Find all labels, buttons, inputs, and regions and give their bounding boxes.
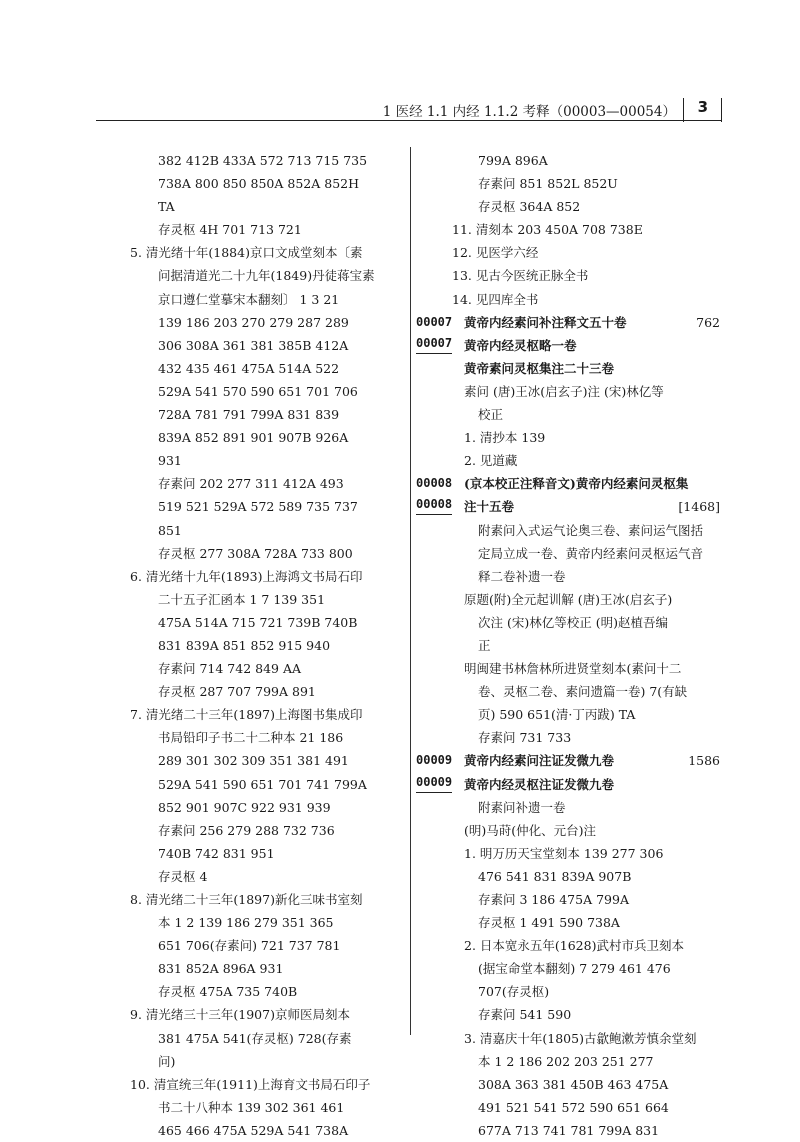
entry-line: 465 466 475A 529A 541 738A xyxy=(158,1122,349,1138)
entry-line: 2. 日本宽永五年(1628)武村市兵卫刻本 xyxy=(464,938,684,954)
entry-line: 8. 清光绪二十三年(1897)新化三味书室刻 xyxy=(130,892,363,907)
entry-line: 存素问 256 279 288 732 736 xyxy=(158,822,335,838)
entry-line: 9. 清光绪三十三年(1907)京师医局刻本 xyxy=(130,1007,350,1023)
entry-line: 问据清道光二十九年(1849)丹徒蒋宝素 xyxy=(158,268,375,284)
entry-line: 存灵枢 1 491 590 738A xyxy=(478,915,620,931)
entry-line: (据宝命堂本翻刻) 7 279 461 476 xyxy=(478,961,671,977)
entry-code: 00009 xyxy=(416,753,453,768)
entry-line: 306 308A 361 381 385B 412A xyxy=(158,337,349,353)
entry-line: 519 521 529A 572 589 735 737 xyxy=(158,499,358,515)
entry-line: 289 301 302 309 351 381 491 xyxy=(158,753,349,769)
entry-line: 475A 514A 715 721 739B 740B xyxy=(158,614,358,630)
entry-line: 存素问 731 733 xyxy=(478,730,572,746)
entry-line: 3. 清嘉庆十年(1805)古歙鲍漱芳慎余堂刻 xyxy=(464,1030,697,1046)
entry-line: 1. 清抄本 139 xyxy=(464,430,546,446)
entry-line: 定局立成一卷、黄帝内经素问灵枢运气音 xyxy=(478,545,704,561)
left-column xyxy=(130,149,400,1142)
entry-line: 728A 781 791 799A 831 839 xyxy=(158,407,340,423)
entry-code: 00007 xyxy=(416,314,453,329)
entry-line: 存灵枢 4 xyxy=(158,868,208,884)
entry-line: 存灵枢 364A 852 xyxy=(478,199,581,215)
entry-line: 附素问补遗一卷 xyxy=(478,799,566,815)
entry-line: 491 521 541 572 590 651 664 xyxy=(478,1099,669,1115)
entry-line: 529A 541 590 651 701 741 799A xyxy=(158,776,367,792)
entry-line: 校正 xyxy=(478,407,504,423)
entry-line: 851 xyxy=(158,522,182,538)
entry-line: 476 541 831 839A 907B xyxy=(478,868,632,884)
entry-line: 5. 清光绪十年(1884)京口文成堂刻本〔素 xyxy=(130,245,363,261)
entry-line: 852 901 907C 922 931 939 xyxy=(158,799,331,815)
entry-ref-number: 1586 xyxy=(688,753,720,769)
entry-line: 卷、灵枢二卷、素问遗篇一卷) 7(有缺 xyxy=(478,684,688,700)
entry-line: 2. 见道藏 xyxy=(464,453,518,469)
entry-line: 本 1 2 186 202 203 251 277 xyxy=(478,1053,654,1069)
entry-line: 存灵枢 4H 701 713 721 xyxy=(158,222,302,238)
entry-line: 正 xyxy=(478,637,491,653)
entry-code: 00009 xyxy=(416,773,452,793)
entry-code: 00008 xyxy=(416,495,452,515)
entry-line: 839A 852 891 901 907B 926A xyxy=(158,430,349,446)
entry-line: 831 852A 896A 931 xyxy=(158,961,284,977)
entry-line: 书局铅印子书二十二种本 21 186 xyxy=(158,730,344,746)
entry-line: 529A 541 570 590 651 701 706 xyxy=(158,383,358,399)
right-column xyxy=(416,149,722,1142)
entry-line: 931 xyxy=(158,453,182,469)
entry-line: 二十五子汇函本 1 7 139 351 xyxy=(158,591,326,607)
entry-title: 00009 黄帝内经灵枢注证发微九卷 xyxy=(416,774,615,792)
entry-title: 黄帝素问灵枢集注二十三卷 xyxy=(464,360,615,376)
header-separator xyxy=(683,98,684,122)
entry-line: (明)马莳(仲化、元台)注 xyxy=(464,822,597,838)
entry-line: 存灵枢 475A 735 740B xyxy=(158,984,298,1000)
entry-line: 原题(附)全元起训解 (唐)王冰(启玄子) xyxy=(464,591,673,607)
entry-line: 740B 742 831 951 xyxy=(158,845,275,861)
entry-line: 存素问 202 277 311 412A 493 xyxy=(158,476,344,492)
entry-line: 附素问入式运气论奥三卷、素问运气图括 xyxy=(478,522,704,538)
entry-line: 存素问 851 852L 852U xyxy=(478,176,618,192)
column-divider xyxy=(410,147,411,1035)
entry-title: 00009 黄帝内经素问注证发微九卷 1586 xyxy=(416,749,722,772)
entry-line: 651 706(存素问) 721 737 781 xyxy=(158,938,341,954)
header-edge-rule xyxy=(721,98,723,122)
entry-code: 00007 xyxy=(416,334,452,354)
entry-line: 382 412B 433A 572 713 715 735 xyxy=(158,153,368,168)
entry-line: 14. 见四库全书 xyxy=(452,291,539,307)
entry-title: 00007 黄帝内经灵枢略一卷 xyxy=(416,335,577,353)
entry-line: 存素问 3 186 475A 799A xyxy=(478,892,629,907)
entry-code: 00008 xyxy=(416,476,453,491)
entry-line: 308A 363 381 450B 463 475A xyxy=(478,1076,669,1092)
entry-line: 释二卷补遗一卷 xyxy=(478,568,566,584)
entry-line: 831 839A 851 852 915 940 xyxy=(158,637,331,653)
entry-line: 432 435 461 475A 514A 522 xyxy=(158,360,340,376)
entry-line: 1. 明万历天宝堂刻本 139 277 306 xyxy=(464,845,664,861)
entry-line: 139 186 203 270 279 287 289 xyxy=(158,314,349,330)
entry-line: 本 1 2 139 186 279 351 365 xyxy=(158,915,334,931)
entry-line: 问) xyxy=(158,1053,176,1069)
entry-line: 存素问 541 590 xyxy=(478,1007,572,1023)
entry-line: 6. 清光绪十九年(1893)上海鸿文书局石印 xyxy=(130,568,363,584)
entry-line: 707(存灵枢) xyxy=(478,984,550,1000)
entry-line: 次注 (宋)林亿等校正 (明)赵植吾编 xyxy=(478,614,668,630)
entry-line: 13. 见古今医统正脉全书 xyxy=(452,268,589,284)
entry-line: 10. 清宣统三年(1911)上海育文书局石印子 xyxy=(130,1076,371,1092)
header-section-text: 1 医经 1.1 内经 1.1.2 考释（00003—00054） xyxy=(382,104,676,120)
entry-line: 明闽建书林詹林所进贤堂刻本(素问十二 xyxy=(464,661,682,677)
entry-line: 12. 见医学六经 xyxy=(452,245,539,261)
entry-line: 素问 (唐)王冰(启玄子)注 (宋)林亿等 xyxy=(464,383,664,399)
entry-line: 页) 590 651(清·丁丙跋) TA xyxy=(478,707,636,723)
entry-ref-number: [1468] xyxy=(678,499,720,515)
entry-line: 7. 清光绪二十三年(1897)上海图书集成印 xyxy=(130,707,363,723)
entry-ref-number: 762 xyxy=(696,314,720,330)
entry-line: 11. 清刻本 203 450A 708 738E xyxy=(452,222,643,238)
entry-line: 738A 800 850 850A 852A 852H xyxy=(158,176,360,192)
entry-line: 677A 713 741 781 799A 831 xyxy=(478,1122,660,1138)
entry-line: 存灵枢 287 707 799A 891 xyxy=(158,684,316,700)
running-header xyxy=(96,98,722,121)
entry-line: 书二十八种本 139 302 361 461 xyxy=(158,1099,345,1115)
entry-title: 00007 黄帝内经素问补注释文五十卷 762 xyxy=(416,311,722,334)
entry-line: 京口遵仁堂摹宋本翻刻〕 1 3 21 xyxy=(158,291,340,307)
entry-title: 00008 (京本校正注释音文)黄帝内经素问灵枢集 xyxy=(416,472,722,495)
entry-line: 存灵枢 277 308A 728A 733 800 xyxy=(158,545,353,561)
entry-line: 存素问 714 742 849 AA xyxy=(158,661,302,677)
entry-line: TA xyxy=(158,199,175,215)
entry-line: 799A 896A xyxy=(478,153,548,168)
page-number: 3 xyxy=(697,98,708,116)
entry-title: 00008 注十五卷 [1468] xyxy=(416,495,722,518)
entry-line: 381 475A 541(存灵枢) 728(存素 xyxy=(158,1030,352,1046)
